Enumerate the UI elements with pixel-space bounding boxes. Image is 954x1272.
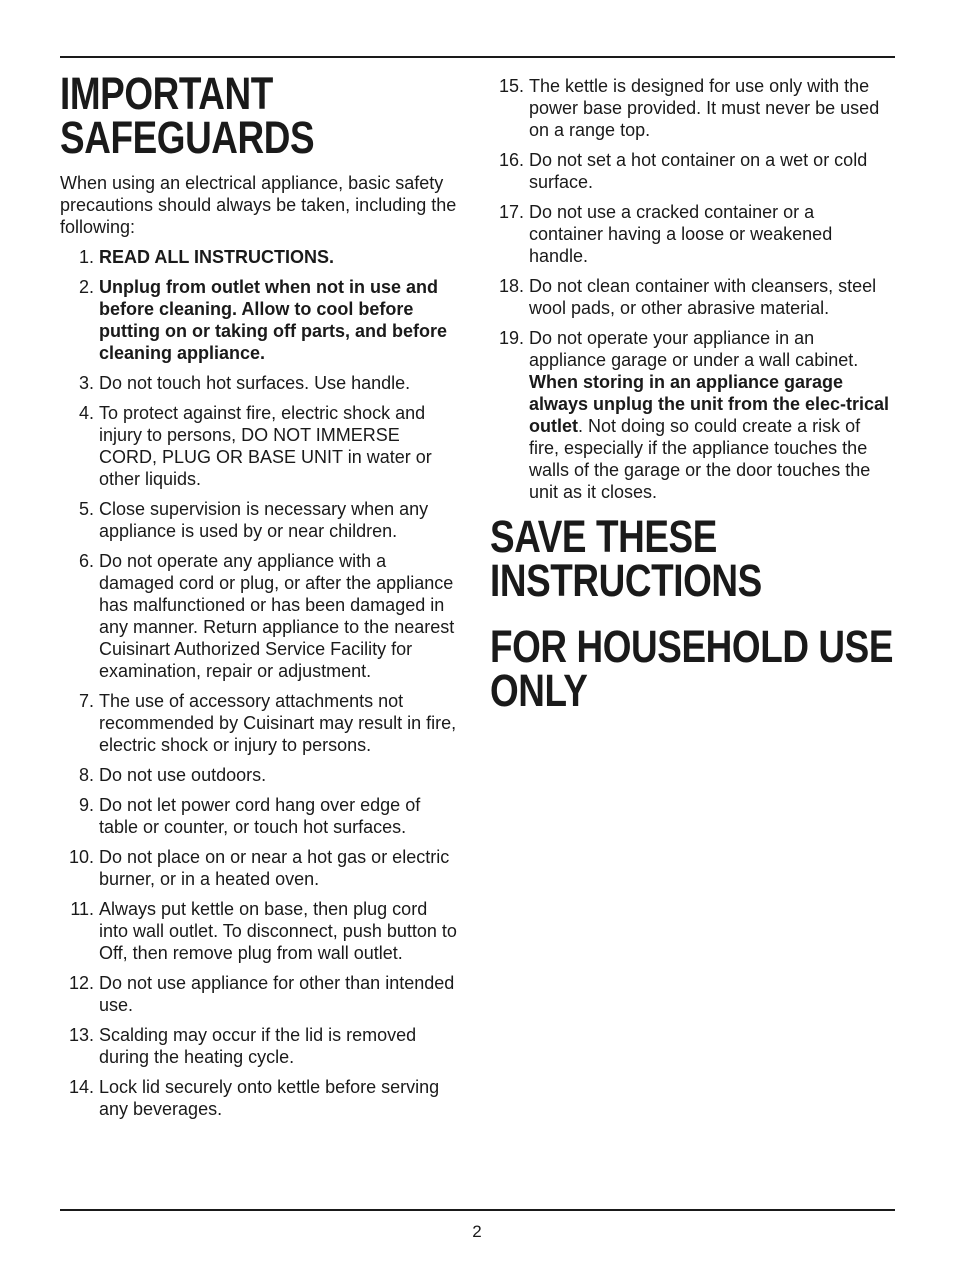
list-item <box>60 1024 460 1068</box>
list-item <box>60 972 460 1016</box>
list-item <box>490 327 890 503</box>
item-text: Do not let power cord hang over edge of table or counter, or touch hot surfaces. <box>99 795 421 837</box>
item-bold-text: Unplug from outlet when not in use and before cleaning. Allow to cool before putting on or taking off parts, and before cleaning appliance. <box>99 277 447 363</box>
item-number: 15. <box>498 76 524 96</box>
item-number: 13. <box>68 1025 94 1045</box>
right-column <box>490 75 894 716</box>
item-number: 9. <box>78 795 94 815</box>
item-number: 16. <box>498 150 524 170</box>
household-use-heading <box>490 621 894 716</box>
item-text: The kettle is designed for use only with the power base provided. It must never be used on a range top. <box>529 76 880 140</box>
item-text: Always put kettle on base, then plug cord into wall outlet. To disconnect, push button to Off, then remove plug from wall outlet. <box>99 899 457 963</box>
left-column <box>60 68 460 1128</box>
heading-line: IMPORTANT <box>60 68 273 119</box>
heading-line: SAFEGUARDS <box>60 112 315 163</box>
item-text: Do not clean container with cleansers, steel wool pads, or other abrasive material. <box>529 276 877 318</box>
item-text: Do not touch hot surfaces. Use handle. <box>99 373 411 393</box>
bottom-rule <box>60 1209 895 1211</box>
item-number: 3. <box>78 373 94 393</box>
list-item <box>60 690 460 756</box>
list-item <box>60 846 460 890</box>
list-item <box>60 794 460 838</box>
page-number: 2 <box>472 1222 482 1241</box>
item-number: 6. <box>78 551 94 571</box>
item-number: 8. <box>78 765 94 785</box>
item-text: Do not operate any appliance with a damaged cord or plug, or after the appliance has malfunctioned or has been damaged in any manner. Return appliance to the nearest Cuisinart Authorized Service Facility for examination, repair or adjustment. <box>99 551 455 681</box>
heading-line: SAVE THESE <box>490 511 717 562</box>
list-item <box>60 898 460 964</box>
list-item <box>60 246 460 268</box>
item-number: 7. <box>78 691 94 711</box>
list-item <box>490 149 890 193</box>
item-number: 17. <box>498 202 524 222</box>
save-instructions-heading <box>490 511 818 606</box>
item-text: To protect against fire, electric shock and injury to persons, DO NOT IMMERSE CORD, PLUG OR BASE UNIT in water or other liquids. <box>99 403 432 489</box>
item-text: . Not doing so could create a risk of fire, especially if the appliance touches the walls of the garage or the door touches the unit as it closes. <box>529 416 871 502</box>
item-number: 12. <box>68 973 94 993</box>
item-text: Lock lid securely onto kettle before serving any beverages. <box>99 1077 440 1119</box>
item-text: The use of accessory attachments not recommended by Cuisinart may result in fire, electric shock or injury to persons. <box>99 691 457 755</box>
item-number: 2. <box>78 277 94 297</box>
item-number: 1. <box>78 247 94 267</box>
item-number: 14. <box>68 1077 94 1097</box>
item-text: Do not use appliance for other than intended use. <box>99 973 455 1015</box>
item-number: 19. <box>498 328 524 348</box>
list-item <box>60 276 460 364</box>
list-item <box>60 372 460 394</box>
list-item <box>490 75 890 141</box>
item-number: 4. <box>78 403 94 423</box>
item-number: 18. <box>498 276 524 296</box>
item-text: Do not set a hot container on a wet or cold surface. <box>529 150 868 192</box>
list-item <box>490 275 890 319</box>
heading-line: FOR HOUSEHOLD USE <box>490 621 894 672</box>
item-number: 5. <box>78 499 94 519</box>
safeguards-list-item-19 <box>490 327 890 503</box>
heading-line: ONLY <box>490 665 588 716</box>
item-text: Do not operate your appliance in an appliance garage or under a wall cabinet. <box>529 328 859 370</box>
important-safeguards-heading <box>60 68 388 163</box>
list-item <box>60 1076 460 1120</box>
list-item <box>60 550 460 682</box>
item-text: Close supervision is necessary when any appliance is used by or near children. <box>99 499 429 541</box>
item-text: Do not use outdoors. <box>99 765 267 785</box>
item-number: 11. <box>70 899 94 919</box>
safeguards-list-right <box>490 75 890 319</box>
list-item <box>60 764 460 786</box>
item-text: Do not use a cracked container or a container having a loose or weakened handle. <box>529 202 833 266</box>
intro-paragraph: When using an electrical appliance, basic safety precautions should always be taken, including the following: <box>60 173 457 237</box>
heading-line: INSTRUCTIONS <box>490 555 762 606</box>
list-item <box>60 402 460 490</box>
item-bold-text: When storing in an appliance garage always unplug the unit from the elec-trical outlet <box>529 372 890 436</box>
list-item <box>60 498 460 542</box>
top-rule <box>60 56 895 58</box>
item-bold-text: READ ALL INSTRUCTIONS. <box>99 247 335 267</box>
item-text: Do not place on or near a hot gas or electric burner, or in a heated oven. <box>99 847 450 889</box>
item-number: 10. <box>68 847 94 867</box>
list-item <box>490 201 890 267</box>
item-text: Scalding may occur if the lid is removed during the heating cycle. <box>99 1025 417 1067</box>
safeguards-list-left <box>60 246 460 1120</box>
